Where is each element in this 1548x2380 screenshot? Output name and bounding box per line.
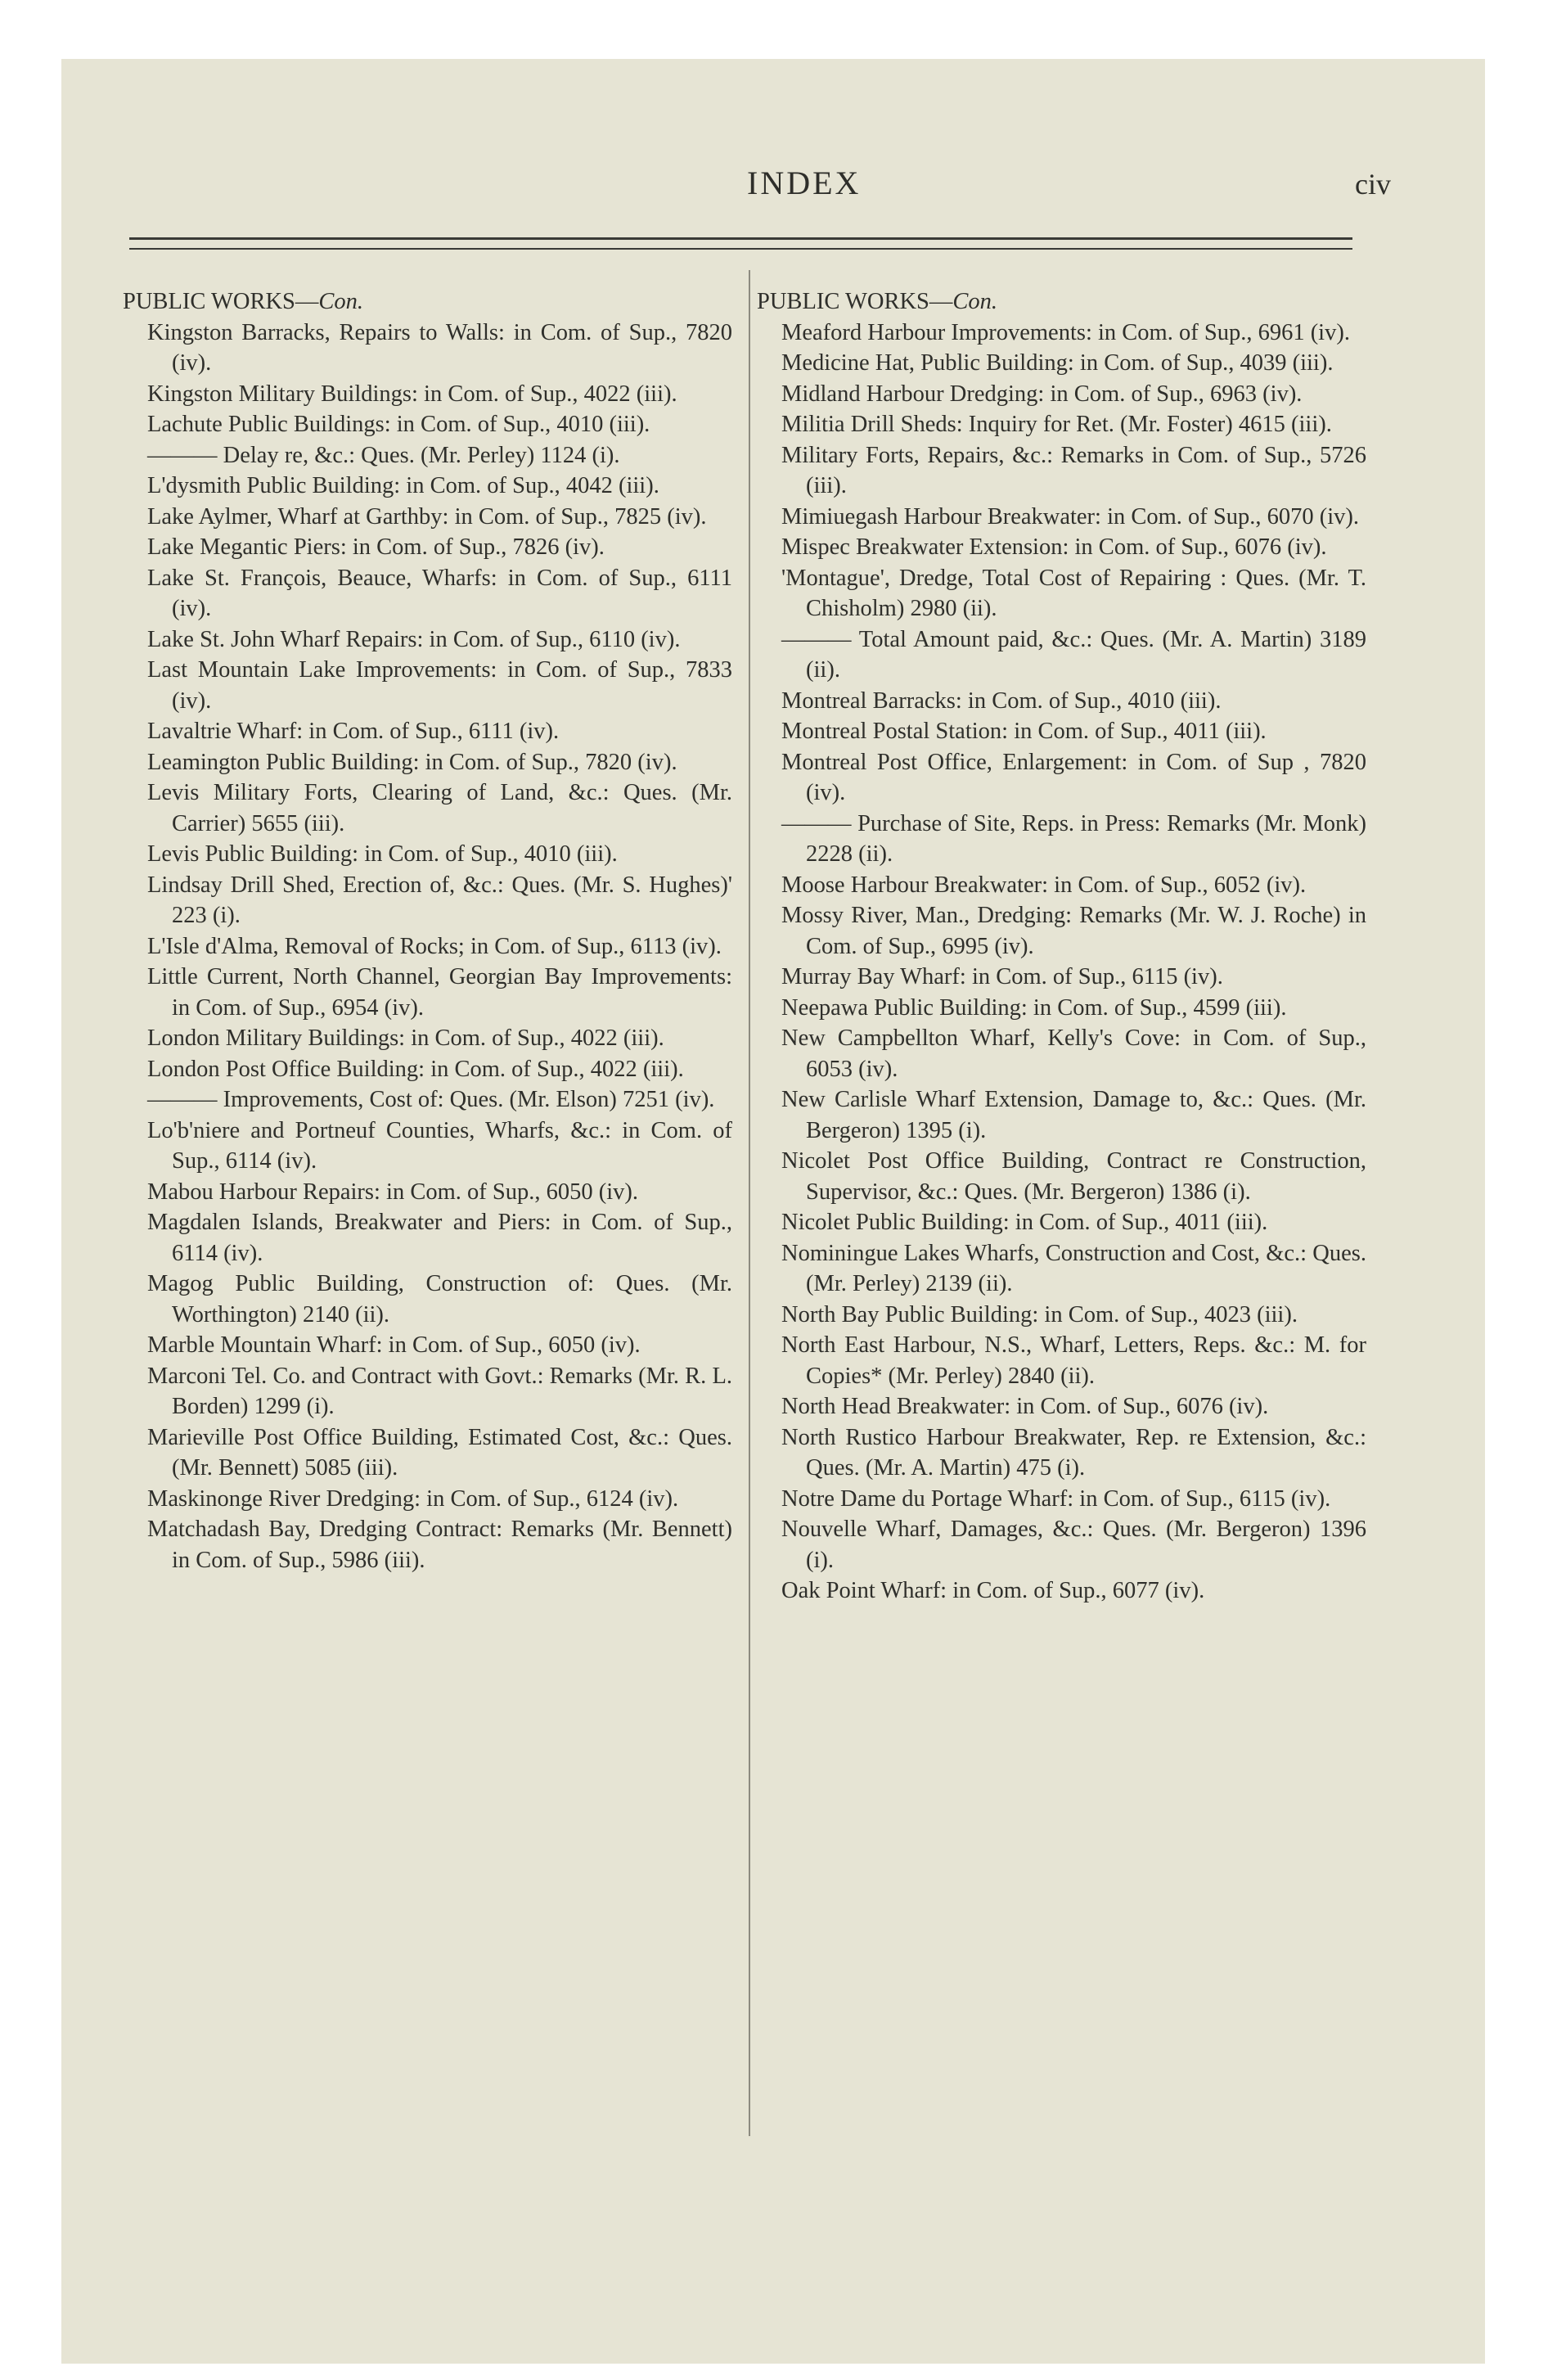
page-number: civ [1355,168,1391,201]
index-entry: Montreal Post Office, Enlargement: in Com. of Sup , 7820 (iv). [781,749,1366,805]
index-entry: Lavaltrie Wharf: in Com. of Sup., 6111 (iv). [147,719,560,744]
index-entry: Meaford Harbour Improvements: in Com. of Sup., 6961 (iv). [781,319,1350,345]
index-entry: Mossy River, Man., Dredging: Remarks (Mr. W. J. Roche) in Com. of Sup., 6995 (iv). [781,903,1366,959]
index-entry: Lake Megantic Piers: in Com. of Sup., 7826 (iv). [147,534,605,560]
index-entry: Military Forts, Repairs, &c.: Remarks in Com. of Sup., 5726 (iii). [781,442,1366,498]
section-title: PUBLIC WORKS— [123,289,319,314]
index-entry: Marieville Post Office Building, Estimated Cost, &c.: Ques. (Mr. Bennett) 5085 (iii). [147,1424,732,1481]
index-entry: Lake St. John Wharf Repairs: in Com. of Sup., 6110 (iv). [147,626,681,652]
index-entry: New Carlisle Wharf Extension, Damage to, &c.: Ques. (Mr. Bergeron) 1395 (i). [781,1087,1366,1143]
index-entry: North Head Breakwater: in Com. of Sup., 6076 (iv). [781,1394,1269,1419]
index-entry: Marconi Tel. Co. and Contract with Govt.: Remarks (Mr. R. L. Borden) 1299 (i). [147,1363,732,1419]
index-entry: London Post Office Building: in Com. of Sup., 4022 (iii). [147,1056,684,1082]
index-entry: Lake Aylmer, Wharf at Garthby: in Com. of Sup., 7825 (iv). [147,503,707,530]
index-entry: Moose Harbour Breakwater: in Com. of Sup., 6052 (iv). [781,872,1307,898]
header-rule-top [129,237,1352,240]
index-entry: North East Harbour, N.S., Wharf, Letters, Reps. &c.: M. for Copies* (Mr. Perley) 2840 (ii). [781,1332,1366,1389]
header-rule-bottom [129,248,1352,250]
index-entry: Murray Bay Wharf: in Com. of Sup., 6115 (iv). [781,964,1223,989]
section-title: PUBLIC WORKS— [757,289,953,314]
index-entry: Marble Mountain Wharf: in Com. of Sup., 6050 (iv). [147,1332,641,1358]
index-entry: Lindsay Drill Shed, Erection of, &c.: Ques. (Mr. S. Hughes)' 223 (i). [147,872,732,928]
index-entry: Midland Harbour Dredging: in Com. of Sup., 6963 (iv). [781,381,1303,407]
index-entry: Levis Military Forts, Clearing of Land, &c.: Ques. (Mr. Carrier) 5655 (iii). [147,780,732,836]
index-entry: Oak Point Wharf: in Com. of Sup., 6077 (iv). [781,1578,1205,1603]
index-entry: L'Isle d'Alma, Removal of Rocks; in Com. of Sup., 6113 (iv). [147,933,722,959]
section-heading [757,286,1366,318]
index-entry: 'Montague', Dredge, Total Cost of Repairing : Ques. (Mr. T. Chisholm) 2980 (ii). [781,565,1366,621]
index-entry: ——— Purchase of Site, Reps. in Press: Remarks (Mr. Monk) 2228 (ii). [781,810,1366,867]
index-entry: London Military Buildings: in Com. of Sup., 4022 (iii). [147,1025,664,1051]
index-entry: ——— Total Amount paid, &c.: Ques. (Mr. A. Martin) 3189 (ii). [781,626,1366,683]
page-header [61,164,1485,213]
index-entry: Mimiuegash Harbour Breakwater: in Com. of Sup., 6070 (iv). [781,503,1360,530]
index-entry: New Campbellton Wharf, Kelly's Cove: in Com. of Sup., 6053 (iv). [781,1025,1366,1082]
index-entry: Montreal Postal Station: in Com. of Sup., 4011 (iii). [781,719,1267,744]
index-entry: L'dysmith Public Building: in Com. of Sup., 4042 (iii). [147,473,659,498]
index-entry: Mispec Breakwater Extension: in Com. of Sup., 6076 (iv). [781,534,1327,560]
index-entry: Kingston Military Buildings: in Com. of Sup., 4022 (iii). [147,381,677,407]
column-divider [749,270,750,2136]
index-entry: Nouvelle Wharf, Damages, &c.: Ques. (Mr. Bergeron) 1396 (i). [781,1517,1366,1573]
section-heading [123,286,732,318]
index-entry: Notre Dame du Portage Wharf: in Com. of Sup., 6115 (iv). [781,1485,1331,1512]
index-column-left [123,286,732,1575]
page-title: INDEX [747,165,862,201]
index-entry: Lake St. François, Beauce, Wharfs: in Com. of Sup., 6111 (iv). [147,565,732,621]
index-entry: Nicolet Post Office Building, Contract re Construction, Supervisor, &c.: Ques. (Mr. Bergeron) 1386 (i). [781,1148,1366,1205]
section-continued: Con. [952,289,998,314]
entry-list [123,318,732,1576]
index-entry: Last Mountain Lake Improvements: in Com. of Sup., 7833 (iv). [147,657,732,714]
index-entry: ——— Delay re, &c.: Ques. (Mr. Perley) 1124 (i). [147,442,620,468]
index-entry: Magog Public Building, Construction of: Ques. (Mr. Worthington) 2140 (ii). [147,1271,732,1327]
index-entry: Levis Public Building: in Com. of Sup., 4010 (iii). [147,841,618,867]
index-entry: Medicine Hat, Public Building: in Com. of Sup., 4039 (iii). [781,350,1334,376]
index-entry: Maskinonge River Dredging: in Com. of Sup., 6124 (iv). [147,1485,679,1512]
index-entry: North Bay Public Building: in Com. of Sup., 4023 (iii). [781,1301,1298,1327]
index-entry: Magdalen Islands, Breakwater and Piers: in Com. of Sup., 6114 (iv). [147,1210,732,1266]
index-column-right [757,286,1366,1607]
index-entry: Montreal Barracks: in Com. of Sup., 4010 (iii). [781,687,1222,714]
index-entry: Lachute Public Buildings: in Com. of Sup., 4010 (iii). [147,412,650,437]
index-entry: Lo'b'niere and Portneuf Counties, Wharfs, &c.: in Com. of Sup., 6114 (iv). [147,1117,732,1174]
index-entry: Mabou Harbour Repairs: in Com. of Sup., 6050 (iv). [147,1179,639,1205]
index-entry: Kingston Barracks, Repairs to Walls: in Com. of Sup., 7820 (iv). [147,319,732,376]
index-entry: North Rustico Harbour Breakwater, Rep. re Extension, &c.: Ques. (Mr. A. Martin) 475 (i). [781,1424,1366,1481]
entry-list [757,318,1366,1607]
index-entry: Nominingue Lakes Wharfs, Construction and Cost, &c.: Ques. (Mr. Perley) 2139 (ii). [781,1240,1366,1296]
index-entry: Militia Drill Sheds: Inquiry for Ret. (Mr. Foster) 4615 (iii). [781,412,1332,437]
index-entry: Neepawa Public Building: in Com. of Sup., 4599 (iii). [781,994,1287,1021]
section-continued: Con. [318,289,364,314]
index-entry: Little Current, North Channel, Georgian Bay Improvements: in Com. of Sup., 6954 (iv). [147,964,732,1021]
index-entry: Nicolet Public Building: in Com. of Sup., 4011 (iii). [781,1210,1268,1235]
index-entry: Matchadash Bay, Dredging Contract: Remarks (Mr. Bennett) in Com. of Sup., 5986 (iii). [147,1517,732,1573]
index-entry: Leamington Public Building: in Com. of Sup., 7820 (iv). [147,749,677,775]
index-entry: ——— Improvements, Cost of: Ques. (Mr. Elson) 7251 (iv). [147,1087,715,1112]
